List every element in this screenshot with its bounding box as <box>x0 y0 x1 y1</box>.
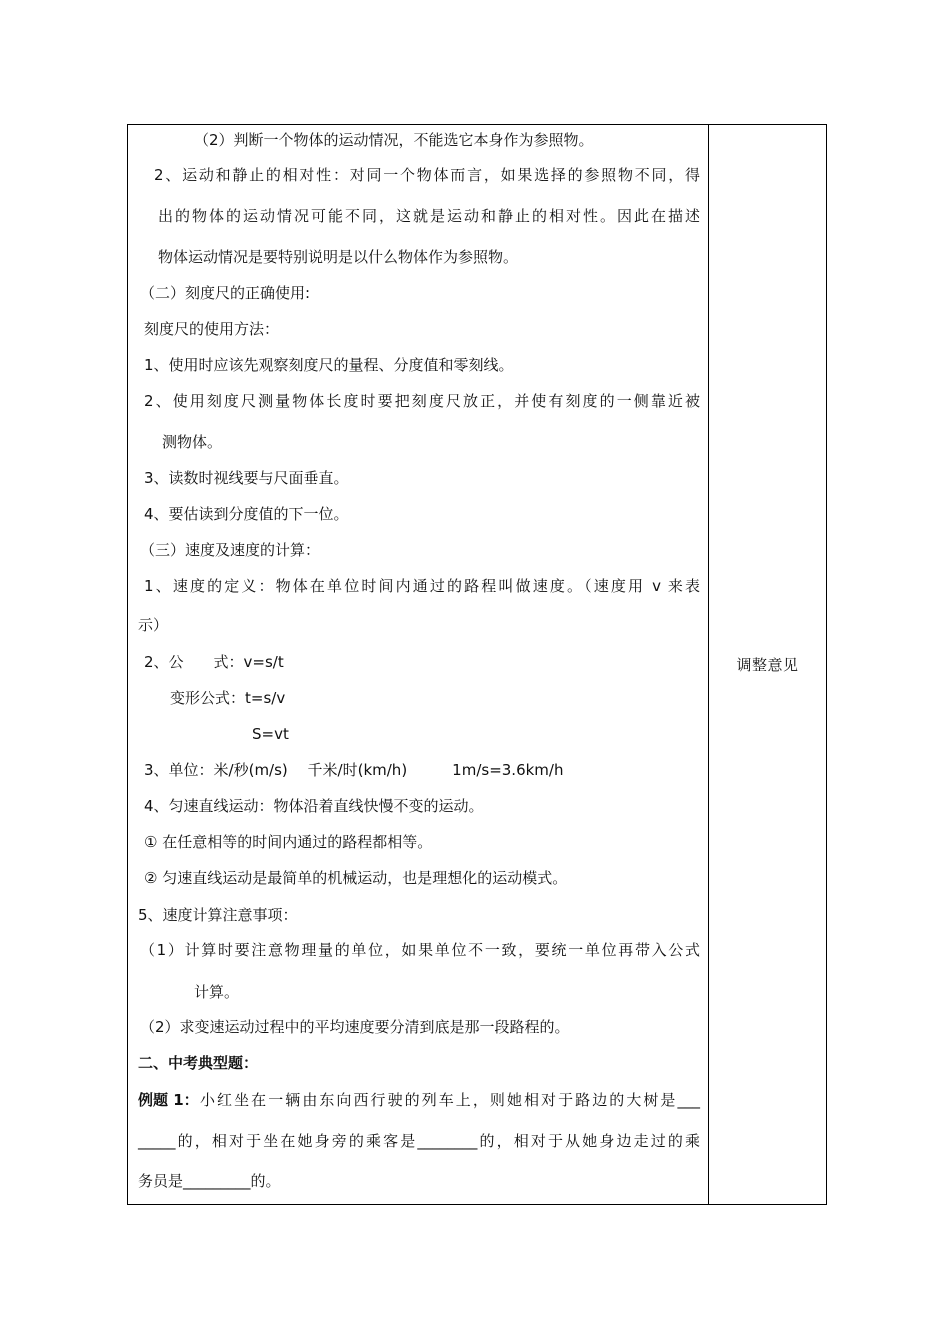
text-line: （1）计算时要注意物理量的单位，如果单位不一致，要统一单位再带入公式 <box>140 941 700 959</box>
lesson-table <box>127 124 827 1205</box>
text-line: （2）求变速运动过程中的平均速度要分清到底是那一段路程的。 <box>140 1018 570 1036</box>
text-line: 2、使用刻度尺测量物体长度时要把刻度尺放正，并使有刻度的一侧靠近被 <box>144 392 700 410</box>
text-line: 3、单位：米/秒(m/s) 千米/时(km/h) 1m/s=3.6km/h <box>144 761 564 779</box>
text-line: _____的，相对于坐在她身旁的乘客是________的，相对于从她身边走过的乘 <box>138 1132 700 1150</box>
text-line: 4、匀速直线运动：物体沿着直线快慢不变的运动。 <box>144 797 484 815</box>
text-line: 4、要估读到分度值的下一位。 <box>144 505 349 523</box>
text-line: 5、速度计算注意事项： <box>138 906 298 924</box>
text-line: 计算。 <box>194 983 240 1001</box>
example-label: 例题 1： <box>138 1091 199 1109</box>
text-line: 示） <box>138 616 169 634</box>
text-line: 物体运动情况是要特别说明是以什么物体作为参照物。 <box>158 248 519 266</box>
content-column <box>128 125 709 1204</box>
text-line: 小红坐在一辆由东向西行驶的列车上，则她相对于路边的大树是___ <box>200 1091 700 1109</box>
text-line: 务员是_________的。 <box>138 1172 281 1190</box>
text-line: 1、速度的定义：物体在单位时间内通过的路程叫做速度。（速度用 v 来表 <box>144 577 700 595</box>
formula-line: 变形公式：t=s/v <box>170 689 286 707</box>
side-column <box>709 125 826 1204</box>
section-heading: （三）速度及速度的计算： <box>140 541 321 559</box>
text-line: （2）判断一个物体的运动情况，不能选它本身作为参照物。 <box>194 131 594 149</box>
text-line: 测物体。 <box>162 433 223 451</box>
text-line: ② 匀速直线运动是最简单的机械运动，也是理想化的运动模式。 <box>144 869 568 887</box>
section-heading: （二）刻度尺的正确使用: <box>140 284 311 302</box>
formula-line: 2、公 式：v=s/t <box>144 653 284 671</box>
text-line: ① 在任意相等的时间内通过的路程都相等。 <box>144 833 433 851</box>
text-line: 出的物体的运动情况可能不同，这就是运动和静止的相对性。因此在描述 <box>158 207 700 225</box>
text-line: 3、读数时视线要与尺面垂直。 <box>144 469 349 487</box>
text-line: 2、运动和静止的相对性：对同一个物体而言，如果选择的参照物不同，得 <box>154 166 700 184</box>
text-line: 1、使用时应该先观察刻度尺的量程、分度值和零刻线。 <box>144 356 514 374</box>
adjustment-notes-label: 调整意见 <box>736 656 799 674</box>
text-line: 刻度尺的使用方法： <box>144 320 280 338</box>
formula-line: S=vt <box>252 725 289 743</box>
section-heading: 二、中考典型题： <box>138 1054 259 1072</box>
